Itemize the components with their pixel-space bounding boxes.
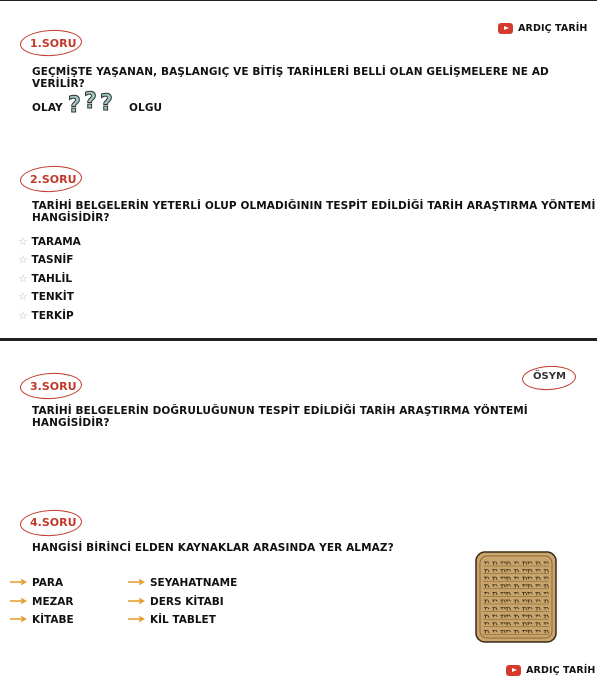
arrow-icon: [10, 598, 28, 604]
q2-option: ☆ TERKİP: [18, 309, 74, 322]
q2-option: ☆ TAHLİL: [18, 272, 73, 285]
star-icon: ☆: [18, 253, 28, 266]
arrow-icon: [128, 579, 146, 585]
brand-name: ARDIÇ TARİH: [526, 665, 596, 676]
q1-question: GEÇMİŞTE YAŞANAN, BAŞLANGIÇ VE BİTİŞ TARİHLERİ BELLİ OLAN GELİŞMELERE NE AD VERİLİR?: [32, 66, 549, 90]
q2-option: ☆ TASNİF: [18, 253, 74, 266]
osym-badge: ÖSYM: [533, 371, 566, 382]
brand-top: [498, 18, 587, 37]
arrow-icon: [10, 616, 28, 622]
q4-option: DERS KİTABI: [128, 596, 224, 608]
svg-text:?: ?: [68, 93, 81, 116]
q1-label: 1.SORU: [30, 37, 77, 50]
q4-option: KİTABE: [10, 614, 74, 626]
q4-label: 4.SORU: [30, 516, 77, 529]
q3-question: TARİHİ BELGELERİN DOĞRULUĞUNUN TESPİT EDİLDİĞİ TARİH ARAŞTIRMA YÖNTEMİ HANGİSİDİR?: [32, 405, 528, 429]
arrow-icon: [10, 579, 28, 585]
brand-name: ARDIÇ TARİH: [518, 23, 588, 34]
q4-option: PARA: [10, 577, 63, 589]
section-divider: [0, 338, 597, 341]
q1-option-olgu: OLGU: [129, 102, 163, 114]
svg-text:?: ?: [100, 91, 113, 116]
q4-question: HANGİSİ BİRİNCİ ELDEN KAYNAKLAR ARASINDA YER ALMAZ?: [32, 542, 394, 554]
youtube-icon: [498, 23, 513, 34]
q4-option: KİL TABLET: [128, 614, 216, 626]
star-icon: ☆: [18, 272, 28, 285]
arrow-icon: [128, 616, 146, 622]
youtube-icon: [506, 665, 521, 676]
svg-text:?: ?: [84, 89, 97, 114]
q4-option: MEZAR: [10, 596, 73, 608]
q1-option-olay: OLAY: [32, 102, 63, 114]
q3-label: 3.SORU: [30, 380, 77, 393]
brand-bottom: [506, 660, 595, 679]
clay-tablet-image: [474, 550, 558, 644]
q4-option: SEYAHATNAME: [128, 577, 237, 589]
top-divider: [0, 0, 597, 1]
star-icon: ☆: [18, 235, 28, 248]
star-icon: ☆: [18, 290, 28, 303]
question-marks-icon: [66, 88, 122, 116]
q2-label: 2.SORU: [30, 173, 77, 186]
star-icon: ☆: [18, 309, 28, 322]
q2-option: ☆ TARAMA: [18, 235, 81, 248]
q2-question: TARİHİ BELGELERİN YETERLİ OLUP OLMADIĞININ TESPİT EDİLDİĞİ TARİH ARAŞTIRMA YÖNTEMİ HANGİSİDİR?: [32, 200, 596, 224]
arrow-icon: [128, 598, 146, 604]
q2-option: ☆ TENKİT: [18, 290, 74, 303]
